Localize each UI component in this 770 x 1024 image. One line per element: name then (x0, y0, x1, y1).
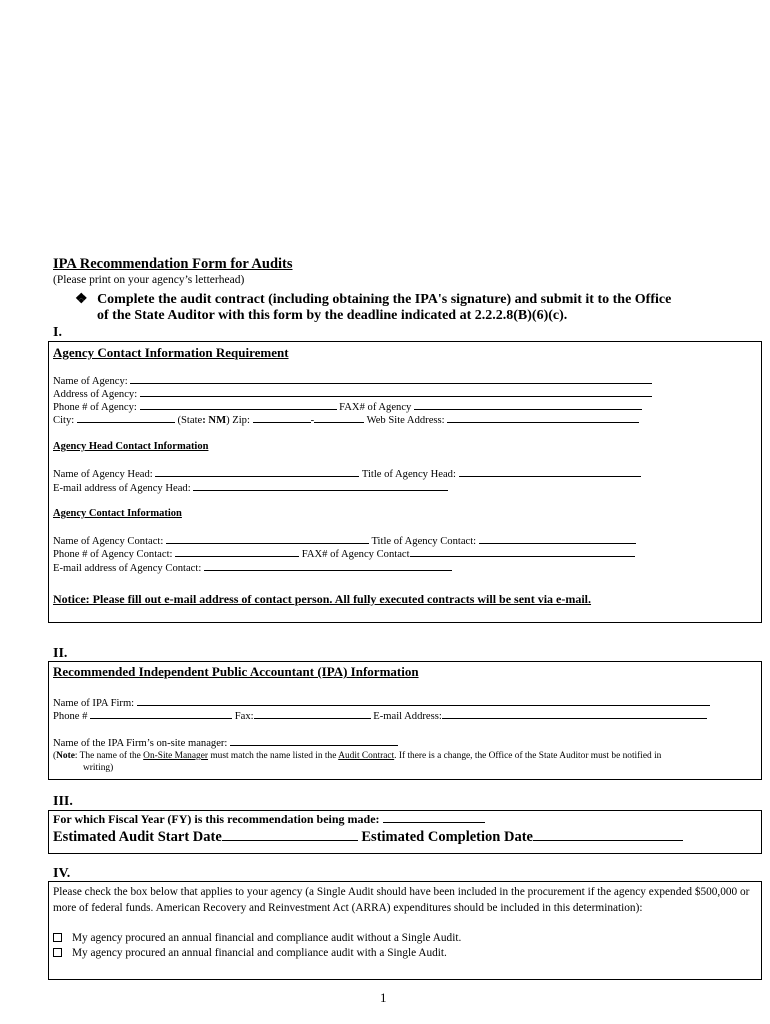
city-state-zip-row: City: (State: NM) Zip: - Web Site Address: (53, 413, 639, 427)
zip-field[interactable] (253, 413, 311, 423)
name-of-agency-row: Name of Agency: (53, 374, 652, 388)
diamond-bullet-icon: ❖ (75, 292, 88, 307)
option-with-single-audit: My agency procured an annual financial and compliance audit with a Single Audit. (53, 945, 447, 961)
zip-ext-field[interactable] (314, 413, 364, 423)
agency-contact-fax-field[interactable] (410, 547, 635, 557)
agency-contact-phone-row: Phone # of Agency Contact: FAX# of Agency Contact (53, 547, 635, 561)
website-field[interactable] (447, 413, 639, 423)
instruction-line-2: of the State Auditor with this form by the deadline indicated at 2.2.2.8(B)(6)(c). (97, 308, 568, 323)
section-3-numeral: III. (53, 794, 73, 809)
fax-of-agency-field[interactable] (414, 400, 642, 410)
city-field[interactable] (77, 413, 175, 423)
agency-contact-phone-field[interactable] (175, 547, 299, 557)
agency-contact-name-row: Name of Agency Contact: Title of Agency Contact: (53, 534, 636, 548)
agency-contact-name-field[interactable] (166, 534, 369, 544)
agency-head-title-field[interactable] (459, 467, 641, 477)
name-of-agency-field[interactable] (130, 374, 652, 384)
address-of-agency-field[interactable] (140, 387, 652, 397)
notice-text: Notice: Please fill out e-mail address of contact person. All fully executed contracts will be sent via e-mail. (53, 592, 592, 606)
form-subtitle: (Please print on your agency’s letterhead) (53, 274, 245, 286)
option-without-single-audit: My agency procured an annual financial and compliance audit without a Single Audit. (53, 930, 461, 946)
section-2-numeral: II. (53, 646, 68, 661)
agency-head-heading: Agency Head Contact Information (53, 441, 209, 452)
onsite-manager-field[interactable] (230, 736, 398, 746)
ipa-firm-name-row: Name of IPA Firm: (53, 696, 710, 710)
state-value: NM (208, 415, 227, 426)
onsite-manager-note-cont: writing) (83, 763, 114, 773)
checkbox-with-single-audit[interactable] (53, 948, 62, 957)
fiscal-year-field[interactable] (383, 812, 485, 823)
onsite-manager-note: (Note: The name of the On-Site Manager must match the name listed in the Audit Contract. If there is a change, the Office of the State Auditor must be notified in (53, 751, 662, 761)
completion-date-field[interactable] (533, 828, 683, 841)
ipa-fax-field[interactable] (254, 709, 371, 719)
section-4-numeral: IV. (53, 866, 71, 881)
page-number: 1 (380, 990, 387, 1005)
section-1-heading: Agency Contact Information Requirement (53, 345, 289, 360)
audit-start-date-field[interactable] (222, 828, 358, 841)
section-2-heading: Recommended Independent Public Accountant (IPA) Information (53, 664, 419, 679)
agency-head-name-row: Name of Agency Head: Title of Agency Head: (53, 467, 641, 481)
address-of-agency-row: Address of Agency: (53, 387, 652, 401)
form-title: IPA Recommendation Form for Audits (53, 256, 293, 272)
checkbox-without-single-audit[interactable] (53, 933, 62, 942)
phone-of-agency-field[interactable] (140, 400, 337, 410)
agency-contact-email-row: E-mail address of Agency Contact: (53, 561, 452, 575)
single-audit-instructions: Please check the box below that applies to your agency (a Single Audit should have been included in the procurement if the agency expended $500,000 or more of federal funds. American Recovery and Reinvestment Act (ARRA) expenditures should be included in this determination): (53, 886, 750, 914)
ipa-contact-row: Phone # Fax: E-mail Address: (53, 709, 707, 723)
ipa-phone-field[interactable] (90, 709, 232, 719)
phone-fax-agency-row: Phone # of Agency: FAX# of Agency (53, 400, 642, 414)
agency-head-email-row: E-mail address of Agency Head: (53, 481, 448, 495)
agency-head-name-field[interactable] (155, 467, 359, 477)
section-1-numeral: I. (53, 325, 62, 340)
ipa-email-field[interactable] (442, 709, 707, 719)
agency-head-email-field[interactable] (193, 481, 448, 491)
fiscal-year-row: For which Fiscal Year (FY) is this recommendation being made: (53, 812, 485, 827)
agency-contact-heading: Agency Contact Information (53, 508, 182, 519)
estimated-dates-row: Estimated Audit Start Date Estimated Completion Date (53, 828, 683, 846)
agency-contact-title-field[interactable] (479, 534, 636, 544)
agency-contact-email-field[interactable] (204, 561, 452, 571)
onsite-manager-row: Name of the IPA Firm’s on-site manager: (53, 736, 398, 750)
instruction-line-1: ❖ Complete the audit contract (including obtaining the IPA's signature) and submit it to the Office (75, 292, 672, 307)
ipa-firm-name-field[interactable] (137, 696, 710, 706)
